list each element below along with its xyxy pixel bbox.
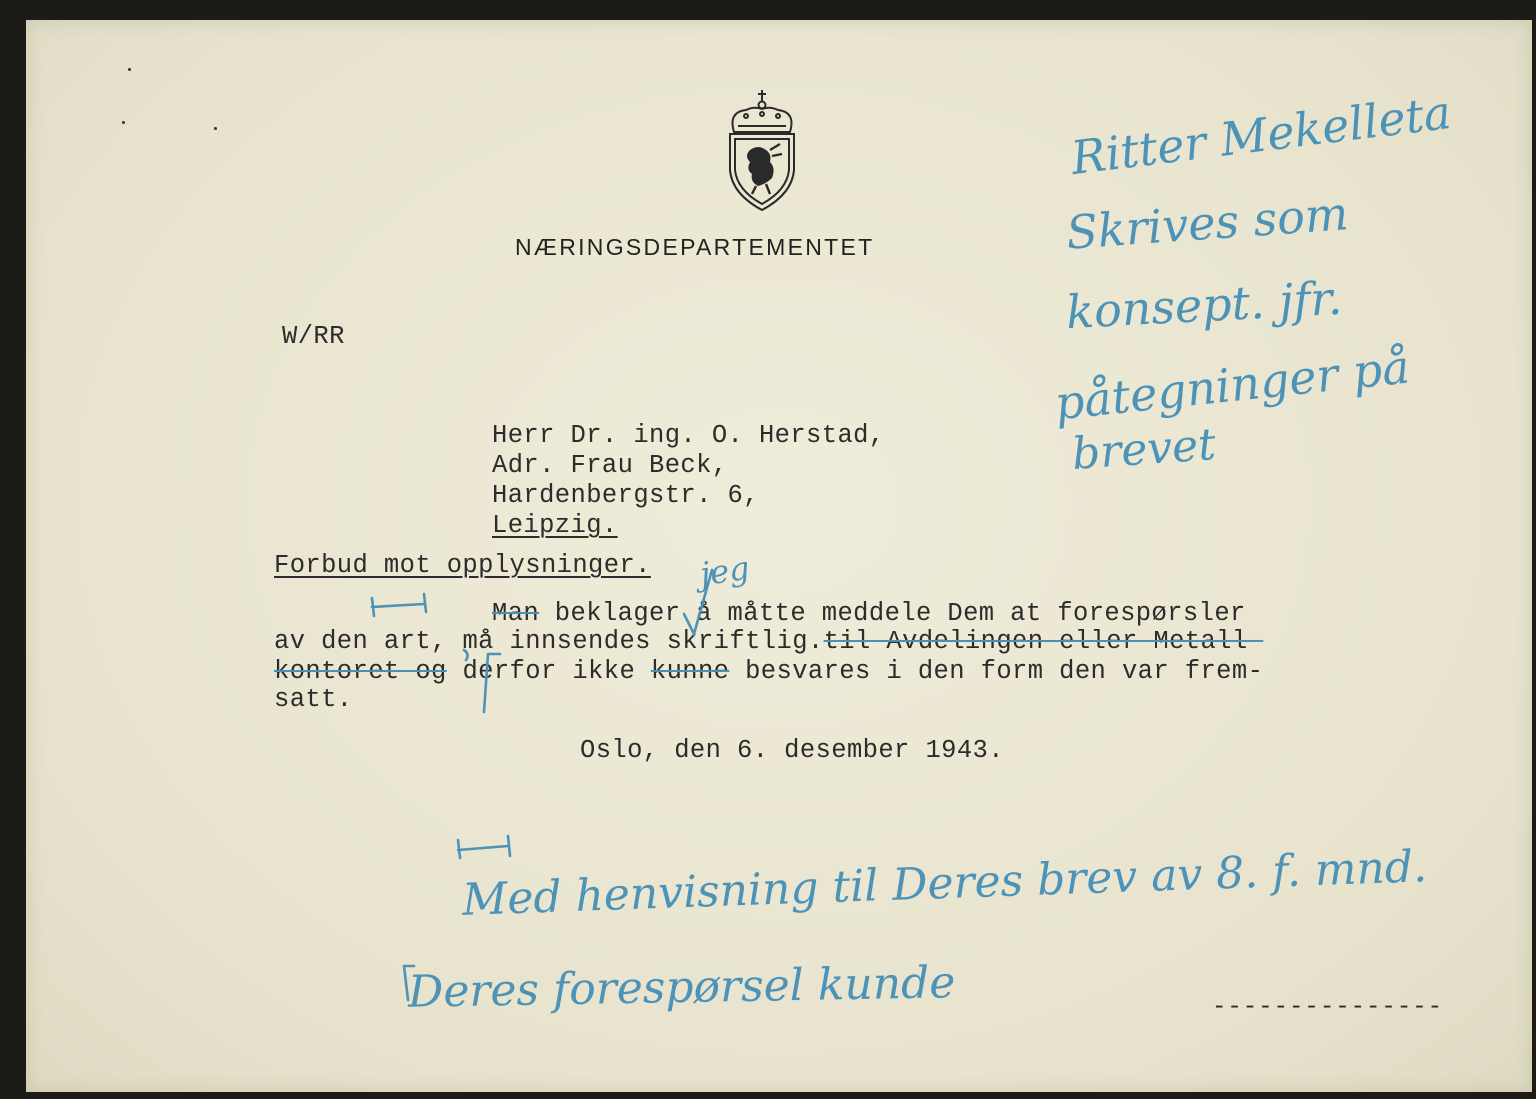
- body-text: besvares i den form den var frem-: [729, 657, 1264, 686]
- handwritten-note-line-2: Skrives som: [1064, 186, 1350, 260]
- address-line-3: Hardenbergstr. 6,: [492, 481, 759, 510]
- signature-line: ---------------: [1212, 994, 1444, 1021]
- body-line-4: satt.: [274, 685, 353, 714]
- struck-text: til Avdelingen eller Metall-: [823, 627, 1264, 656]
- address-line-2: Adr. Frau Beck,: [492, 451, 728, 480]
- handwritten-insert-line-2: Deres forespørsel kunde: [407, 957, 956, 1018]
- body-text: beklager å måtte meddele Dem at forespørsler: [539, 599, 1246, 628]
- struck-text: kontoret og: [274, 657, 447, 686]
- reference-code: W/RR: [282, 322, 345, 351]
- body-text: må innsendes skriftlig: [462, 627, 808, 656]
- handwritten-note-line-5: brevet: [1070, 419, 1218, 480]
- body-text: av den art: [274, 627, 432, 656]
- address-line-1: Herr Dr. ing. O. Herstad,: [492, 421, 885, 450]
- struck-word: Man: [492, 599, 540, 628]
- handwritten-note-line-4: påtegninger på: [1052, 339, 1412, 431]
- handwritten-insert: jeg: [697, 548, 752, 594]
- handwritten-note-line-3: konsept. jfr.: [1064, 270, 1344, 340]
- department-name: NÆRINGSDEPARTEMENTET: [515, 234, 875, 260]
- body-text: ,: [431, 627, 463, 656]
- handwritten-note-line-1: Ritter Mekelleta: [1068, 84, 1455, 186]
- date-line: Oslo, den 6. desember 1943.: [580, 736, 1004, 765]
- address-city: Leipzig.: [492, 511, 618, 540]
- body-text: .: [807, 627, 824, 656]
- struck-word: kunne: [650, 657, 730, 686]
- handwritten-insert-line-1: Med henvisning til Deres brev av 8. f. mnd.: [461, 841, 1428, 926]
- body-text: derfor ikke: [462, 657, 651, 686]
- subject-line-struck: Forbud mot opplysninger.: [274, 551, 651, 580]
